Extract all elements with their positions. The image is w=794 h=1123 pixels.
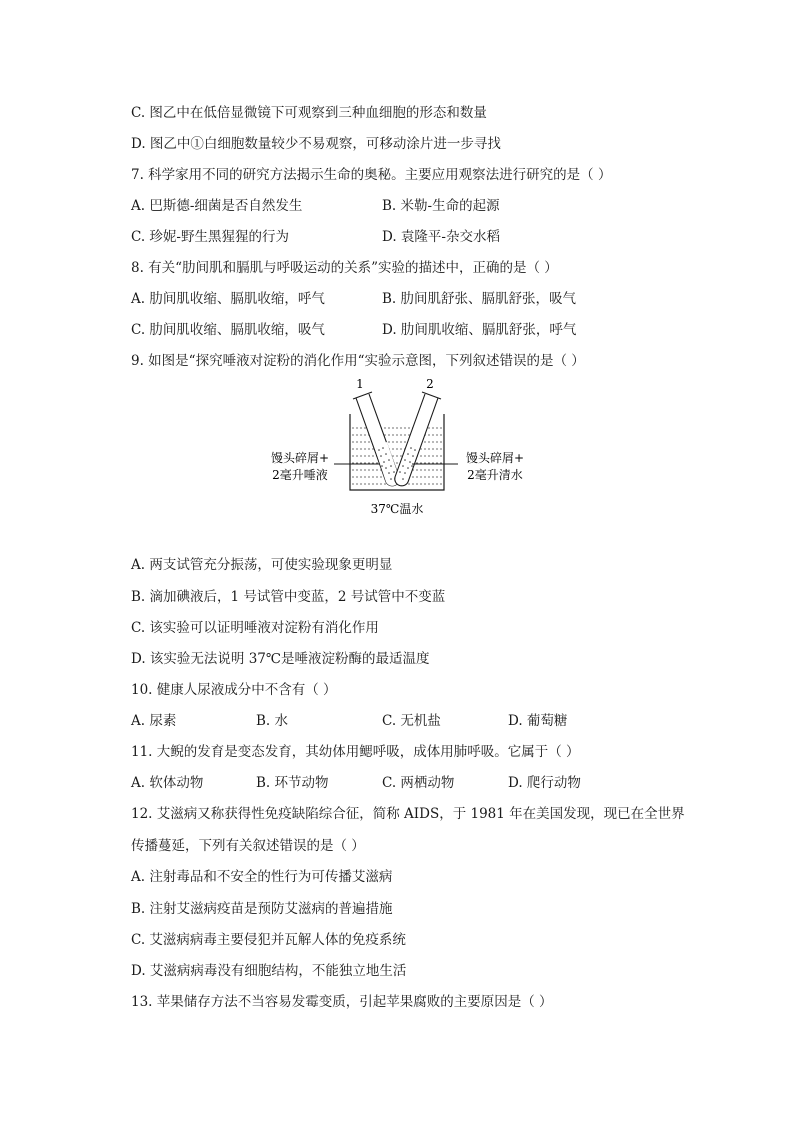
q10-option-d: D. 葡萄糖 [508,713,568,729]
q13-stem: 13. 苹果储存方法不当容易发霉变质，引起苹果腐败的主要原因是（ ） [131,994,553,1010]
q9-option-d: D. 该实验无法说明 37℃是唾液淀粉酶的最适温度 [131,651,430,667]
q12-option-b: B. 注射艾滋病疫苗是预防艾滋病的普遍措施 [131,901,393,917]
q11-option-c: C. 两栖动物 [382,775,455,791]
q7-option-a: A. 巴斯德-细菌是否自然发生 [131,198,303,214]
left-label-line2: 2毫升唾液 [272,468,328,482]
q9-stem: 9. 如图是“探究唾液对淀粉的消化作用“实验示意图，下列叙述错误的是（ ） [131,353,585,369]
experiment-figure [262,376,542,526]
q11-option-d: D. 爬行动物 [508,775,581,791]
test-tube-2 [395,392,441,486]
q8-option-c: C. 肋间肌收缩、膈肌收缩，吸气 [131,322,325,338]
q12-option-c: C. 艾滋病病毒主要侵犯并瓦解人体的免疫系统 [131,932,406,948]
right-label-line2: 2毫升清水 [467,468,523,482]
q9-option-a: A. 两支试管充分振荡，可使实验现象更明显 [131,557,393,573]
q7-stem: 7. 科学家用不同的研究方法揭示生命的奥秘。主要应用观察法进行研究的是（ ） [131,167,612,183]
q9-option-b: B. 滴加碘液后，1 号试管中变蓝，2 号试管中不变蓝 [131,589,446,605]
q11-option-b: B. 环节动物 [256,775,329,791]
q10-option-c: C. 无机盐 [382,713,441,729]
q7-option-b: B. 米勒-生命的起源 [382,198,500,214]
q8-option-b: B. 肋间肌舒张、膈肌舒张，吸气 [382,291,577,307]
right-label-line1: 馒头碎屑+ [465,451,525,465]
q10-option-a: A. 尿素 [131,713,177,729]
q7-option-d: D. 袁隆平-杂交水稻 [382,229,500,245]
q11-stem: 11. 大鲵的发育是变态发育，其幼体用鳃呼吸，成体用肺呼吸。它属于（ ） [131,744,580,760]
q10-option-b: B. 水 [256,713,289,729]
test-tube-1 [353,392,399,486]
q12-option-a: A. 注射毒品和不安全的性行为可传播艾滋病 [131,869,393,885]
q12-stem-line2: 传播蔓延，下列有关叙述错误的是（ ） [131,838,365,854]
q6-option-d: D. 图乙中①白细胞数量较少不易观察，可移动涂片进一步寻找 [131,136,501,152]
tube-2-label: 2 [426,377,434,391]
left-label-line1: 馒头碎屑+ [270,451,330,465]
q11-option-a: A. 软体动物 [131,775,204,791]
q9-option-c: C. 该实验可以证明唾液对淀粉有消化作用 [131,620,379,636]
q8-stem: 8. 有关“肋间肌和膈肌与呼吸运动的关系”实验的描述中，正确的是（ ） [131,260,558,276]
q8-option-a: A. 肋间肌收缩、膈肌收缩，呼气 [131,291,325,307]
q12-stem-line1: 12. 艾滋病又称获得性免疫缺陷综合征，简称 AIDS，于 1981 年在美国发现，现已在全世界 [131,806,685,822]
q6-option-c: C. 图乙中在低倍显微镜下可观察到三种血细胞的形态和数量 [131,105,487,121]
tube-1-label: 1 [356,377,364,391]
q10-stem: 10. 健康人尿液成分中不含有（ ） [131,682,337,698]
q7-option-c: C. 珍妮-野生黑猩猩的行为 [131,229,289,245]
q12-option-d: D. 艾滋病病毒没有细胞结构，不能独立地生活 [131,963,407,979]
q8-option-d: D. 肋间肌收缩、膈肌舒张，呼气 [382,322,577,338]
figure-caption: 37℃温水 [370,502,424,516]
